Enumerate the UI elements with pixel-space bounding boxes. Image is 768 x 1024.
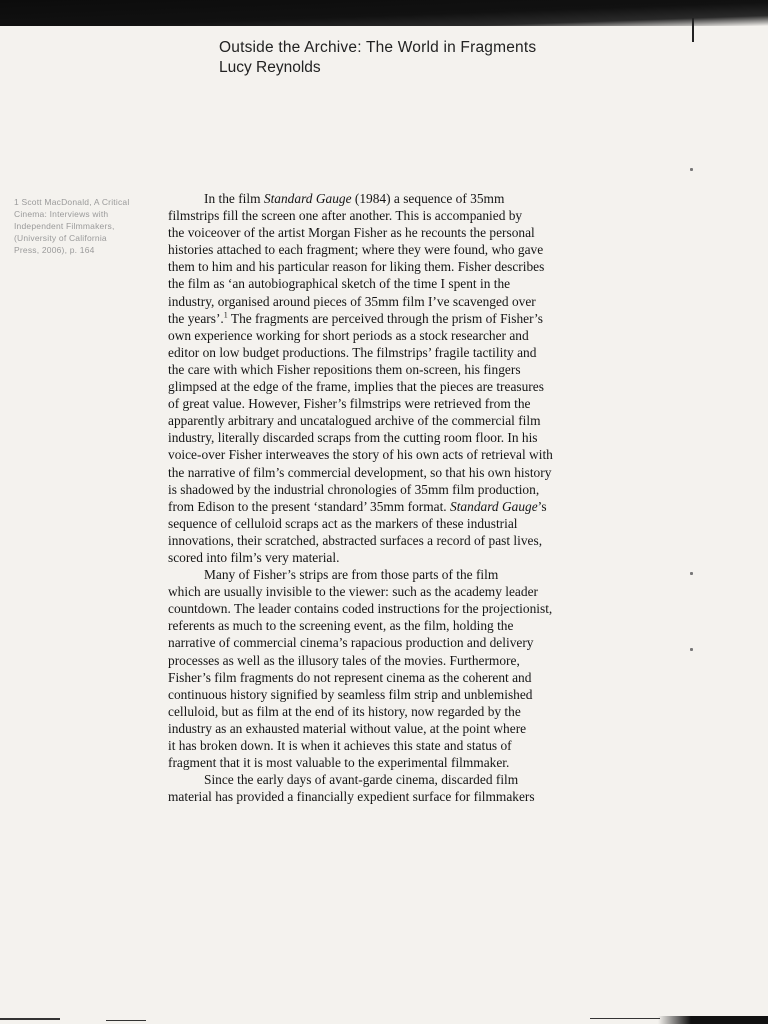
text-run: apparently arbitrary and uncatalogued archive of the commercial film	[168, 413, 541, 429]
text-run: the voiceover of the artist Morgan Fisher as he recounts the personal	[168, 225, 535, 241]
text-run: editor on low budget productions. The filmstrips’ fragile tactility and	[168, 344, 537, 360]
text-line	[168, 532, 618, 549]
scan-mark	[692, 18, 694, 42]
text-run: from Edison to the present ‘standard’ 35mm format.	[168, 498, 451, 514]
text-run: industry, organised around pieces of 35mm film I’ve scavenged over	[168, 293, 536, 309]
scan-bottom-mark	[106, 1020, 146, 1021]
footnote-line: Independent Filmmakers,	[14, 221, 115, 231]
text-line	[168, 771, 618, 788]
body-text	[168, 190, 618, 805]
text-run: scored into film’s very material.	[168, 549, 340, 565]
scan-corner-mark	[658, 1016, 768, 1024]
text-run: histories attached to each fragment; where they were found, who gave	[168, 242, 544, 258]
text-line	[168, 429, 618, 446]
text-line	[168, 361, 618, 378]
text-run: The fragments are perceived through the prism of Fisher’s	[227, 310, 543, 326]
text-run: it has broken down. It is when it achieves this state and status of	[168, 738, 512, 753]
text-run: continuous history signified by seamless film strip and unblemished	[168, 686, 533, 702]
text-line	[168, 446, 618, 463]
text-line	[168, 515, 618, 532]
text-run: industry, literally discarded scraps from the cutting room floor. In his	[168, 430, 538, 446]
text-line	[168, 583, 618, 600]
scan-top-edge	[0, 0, 768, 26]
text-run: Many of Fisher’s strips are from those parts of the film	[204, 567, 499, 583]
text-run: of great value. However, Fisher’s filmstrips were retrieved from the	[168, 396, 531, 412]
text-line	[168, 600, 618, 617]
text-line	[168, 190, 618, 207]
text-run: Fisher’s film fragments do not represent cinema as the coherent and	[168, 669, 532, 685]
text-run: glimpsed at the edge of the frame, implies that the pieces are treasures	[168, 379, 544, 395]
text-run: the film as ‘an autobiographical sketch of the time I spent in the	[168, 276, 511, 292]
text-run: the years’.	[168, 310, 224, 326]
scan-speck	[690, 168, 693, 171]
text-line	[168, 481, 618, 498]
text-run: the narrative of film’s commercial development, so that his own history	[168, 464, 552, 480]
paragraph	[168, 771, 618, 805]
text-line	[168, 310, 618, 327]
text-line	[168, 327, 618, 344]
text-run: Since the early days of avant-garde cinema, discarded film	[204, 772, 519, 788]
text-line	[168, 395, 618, 412]
chapter-title: Outside the Archive: The World in Fragments	[219, 39, 537, 56]
text-line	[168, 549, 618, 566]
text-run: narrative of commercial cinema’s rapacious production and delivery	[168, 635, 534, 651]
text-run: which are usually invisible to the viewer: such as the academy leader	[168, 584, 538, 600]
footnote-line: Cinema: Interviews with	[14, 209, 109, 219]
text-run: them to him and his particular reason for liking them. Fisher describes	[168, 259, 545, 275]
chapter-header	[219, 38, 639, 78]
text-run: is shadowed by the industrial chronologies of 35mm film production,	[168, 481, 540, 497]
margin-footnote	[14, 196, 164, 256]
text-run: innovations, their scratched, abstracted surfaces a record of past lives,	[168, 532, 543, 548]
text-line	[168, 378, 618, 395]
text-line	[168, 634, 618, 651]
paragraph	[168, 566, 618, 771]
text-run: fragment that it is most valuable to the experimental filmmaker.	[168, 755, 510, 771]
text-run: In the film	[204, 191, 264, 206]
text-line	[168, 566, 618, 583]
text-line	[168, 241, 618, 258]
text-run: sequence of celluloid scraps act as the markers of these industrial	[168, 515, 518, 531]
text-line	[168, 788, 618, 805]
text-run: the care with which Fisher repositions them on-screen, his fingers	[168, 361, 521, 377]
text-run: processes as well as the illusory tales of the movies. Furthermore,	[168, 652, 520, 668]
text-line	[168, 344, 618, 361]
text-run: voice-over Fisher interweaves the story of his own acts of retrieval with	[168, 447, 553, 463]
text-line	[168, 737, 618, 754]
text-run: countdown. The leader contains coded instructions for the projectionist,	[168, 601, 553, 617]
text-line	[168, 293, 618, 310]
footnote-line: Press, 2006), p. 164	[14, 245, 95, 255]
text-line	[168, 686, 618, 703]
text-run: (1984) a sequence of 35mm	[351, 191, 505, 206]
text-run: celluloid, but as film at the end of its history, now regarded by the	[168, 703, 521, 719]
text-line	[168, 669, 618, 686]
footnote-ref: 1	[223, 310, 228, 320]
footnote-line: 1 Scott MacDonald, A Critical	[14, 197, 130, 207]
scan-bottom-mark	[0, 1018, 60, 1020]
text-run: own experience working for short periods as a stock researcher and	[168, 327, 529, 343]
text-line	[168, 464, 618, 481]
text-run: industry as an exhausted material without value, at the point where	[168, 720, 527, 736]
text-line	[168, 224, 618, 241]
text-run: filmstrips fill the screen one after another. This is accompanied by	[168, 208, 523, 224]
text-run: referents as much to the screening event, as the film, holding the	[168, 618, 514, 634]
chapter-author: Lucy Reynolds	[219, 59, 321, 76]
footnote-line: (University of California	[14, 233, 107, 243]
italic-title: Standard Gauge	[263, 191, 352, 206]
text-run: material has provided a financially expedient surface for filmmakers	[168, 789, 535, 805]
paragraph	[168, 190, 618, 566]
text-line	[168, 703, 618, 720]
scan-bottom-mark	[590, 1018, 660, 1019]
scan-speck	[690, 648, 693, 651]
text-line	[168, 498, 618, 515]
text-line	[168, 652, 618, 669]
text-run: ’s	[537, 498, 547, 514]
text-line	[168, 258, 618, 275]
italic-title: Standard Gauge	[450, 498, 538, 514]
text-line	[168, 617, 618, 634]
text-line	[168, 720, 618, 737]
scan-speck	[690, 572, 693, 575]
text-line	[168, 754, 618, 771]
text-line	[168, 275, 618, 292]
text-line	[168, 207, 618, 224]
text-line	[168, 412, 618, 429]
